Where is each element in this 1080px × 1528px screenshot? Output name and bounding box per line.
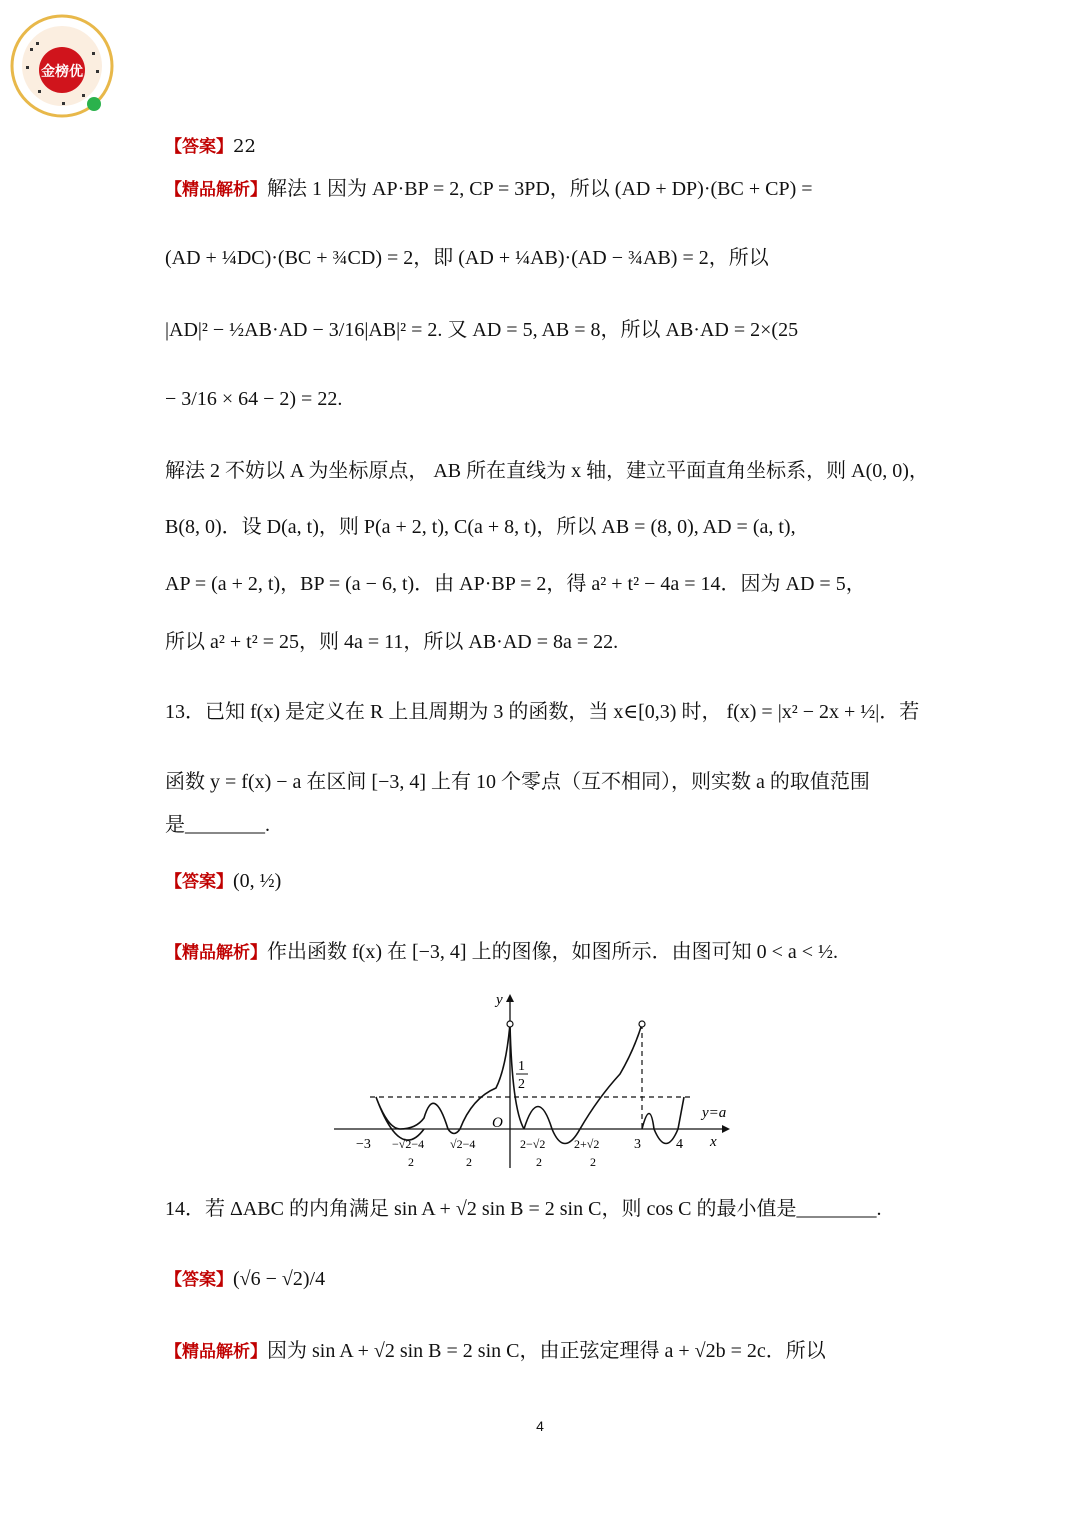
- question-13-line-2: 函数 y = f(x) − a 在区间 [−3, 4] 上有 10 个零点（互不相同），则实数 a 的取值范围: [165, 771, 870, 793]
- analysis-line-1: 【精品解析】解法 1 因为 AP·BP = 2, CP = 3PD，所以 (AD + DP)·(BC + CP) =: [165, 178, 813, 200]
- analysis-line-4: − 3/16 × 64 − 2) = 22.: [165, 388, 343, 410]
- method2-line-2: B(8, 0)．设 D(a, t)，则 P(a + 2, t), C(a + 8, t)，所以 AB = (8, 0), AD = (a, t),: [165, 516, 796, 538]
- half-den: 2: [518, 1077, 525, 1092]
- answer-tag: 【答案】: [165, 1270, 233, 1290]
- page-number: 4: [536, 1418, 544, 1434]
- origin-label: O: [492, 1115, 503, 1131]
- analysis-line-2: (AD + ¼DC)·(BC + ¾CD) = 2，即 (AD + ¼AB)·(AD − ¾AB) = 2，所以: [165, 247, 769, 269]
- logo-badge: [8, 8, 116, 122]
- tick-den: 2: [408, 1155, 414, 1169]
- tick-label: 2+√2: [574, 1137, 600, 1151]
- method2-line-3: AP = (a + 2, t)，BP = (a − 6, t)．由 AP·BP = 2，得 a² + t² − 4a = 14．因为 AD = 5，: [165, 573, 866, 595]
- answer-line-13: 【答案】(0, ½): [165, 870, 282, 892]
- function-graph: [330, 988, 750, 1178]
- analysis-tag: 【精品解析】: [165, 1342, 267, 1362]
- answer-line-14: 【答案】(√6 − √2)/4: [165, 1268, 326, 1290]
- tick-label: 2−√2: [520, 1137, 546, 1151]
- analysis-line-3: |AD|² − ½AB·AD − 3/16|AB|² = 2. 又 AD = 5, AB = 8，所以 AB·AD = 2×(25: [165, 319, 799, 341]
- analysis-tag: 【精品解析】: [165, 180, 267, 200]
- tick-label: √2−4: [450, 1137, 476, 1151]
- tick-label: 4: [676, 1137, 683, 1152]
- answer-line-12: 【答案】22: [165, 136, 256, 157]
- half-num: 1: [518, 1059, 525, 1074]
- method2-line-1: 解法 2 不妨以 A 为坐标原点， AB 所在直线为 x 轴，建立平面直角坐标系，则 A(0, 0)，: [165, 460, 929, 482]
- tick-label: 3: [634, 1137, 641, 1152]
- question-13-line-1: 13．已知 f(x) 是定义在 R 上且周期为 3 的函数，当 x∈[0,3) 时， f(x) = |x² − 2x + ½|．若: [165, 701, 920, 723]
- x-axis-label: x: [710, 1134, 717, 1150]
- analysis-line-13: 【精品解析】作出函数 f(x) 在 [−3, 4] 上的图像，如图所示．由图可知 0 < a < ½.: [165, 941, 839, 963]
- question-13-line-3: 是________.: [165, 814, 270, 836]
- tick-label: −3: [356, 1137, 371, 1152]
- tick-den: 2: [466, 1155, 472, 1169]
- tick-label: −√2−4: [392, 1137, 425, 1151]
- answer-tag: 【答案】: [165, 872, 233, 892]
- tick-den: 2: [536, 1155, 542, 1169]
- tick-den: 2: [590, 1155, 596, 1169]
- line-label: y=a: [702, 1105, 727, 1121]
- answer-tag: 【答案】: [165, 137, 233, 157]
- method2-line-4: 所以 a² + t² = 25，则 4a = 11，所以 AB·AD = 8a = 22.: [165, 631, 619, 653]
- question-14-line: 14．若 ΔABC 的内角满足 sin A + √2 sin B = 2 sin C，则 cos C 的最小值是________.: [165, 1198, 882, 1220]
- logo-text: 金榜优: [41, 64, 83, 80]
- y-axis-label: y: [496, 992, 503, 1008]
- analysis-line-14: 【精品解析】因为 sin A + √2 sin B = 2 sin C，由正弦定理得 a + √2b = 2c．所以: [165, 1340, 826, 1362]
- analysis-tag: 【精品解析】: [165, 943, 267, 963]
